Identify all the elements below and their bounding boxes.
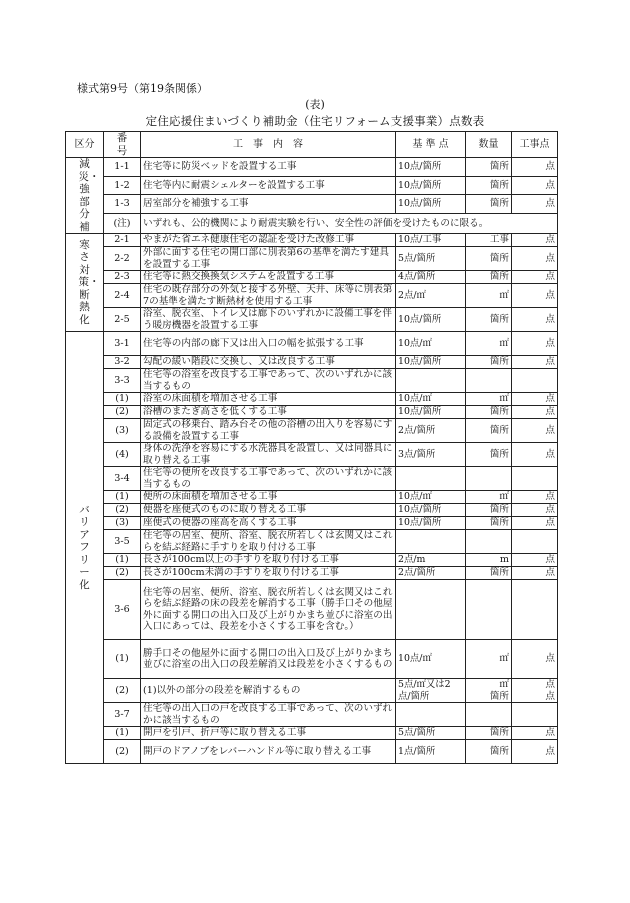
table-row [66,554,558,567]
item-number: (4) [104,443,141,467]
note-text: いずれも、公的機関により耐震実験を行い、安全性の評価を受けたものに限る。 [141,213,558,233]
item-standard: 2点/箇所 [396,419,466,443]
item-description: 住宅等に防災ベッドを設置する工事 [141,158,396,177]
item-description: 勝手口その他屋外に面する開口の出入口及び上がりかまち並びに浴室の出入口の段差解消又は段差を小さくするもの [141,640,396,679]
item-quantity: m [466,554,512,567]
item-cost [512,580,558,640]
table-row [66,393,558,406]
table-row [66,247,558,271]
item-cost: 点 [512,554,558,567]
item-cost: 点 [512,234,558,247]
item-standard [396,369,466,393]
item-description: 住宅等の出入口の戸を改良する工事であって、次のいずれかに該当するもの [141,703,396,727]
item-quantity: ㎡ [466,332,512,356]
item-cost [512,467,558,491]
table-row [66,703,558,727]
item-cost: 点 [512,158,558,177]
item-description: 住宅等内に耐震シェルターを設置する工事 [141,176,396,195]
item-quantity [466,580,512,640]
table-row [66,567,558,580]
item-quantity: ㎡ 箇所 [466,679,512,703]
item-cost [512,369,558,393]
item-description: 居室部分を補強する工事 [141,195,396,214]
item-quantity: ㎡ [466,393,512,406]
table-row [66,504,558,517]
item-quantity: ㎡ [466,284,512,308]
item-cost: 点 [512,727,558,740]
category-cell [66,234,104,332]
item-standard: 10点/㎡ [396,640,466,679]
item-number: 3-2 [104,356,141,369]
item-quantity: 箇所 [466,271,512,284]
item-description: 固定式の移乗台、踏み台その他の浴槽の出入りを容易にする設備を設置する工事 [141,419,396,443]
item-number: (1) [104,640,141,679]
item-number: (1) [104,554,141,567]
item-standard [396,467,466,491]
item-description: 住宅等の内部の廊下又は出入口の幅を拡張する工事 [141,332,396,356]
category-cell [66,158,104,234]
item-cost: 点 [512,271,558,284]
table-row [66,308,558,332]
item-number: 3-6 [104,580,141,640]
category-cell [66,332,104,764]
item-description: 便所の床面積を増加させる工事 [141,491,396,504]
table-row [66,419,558,443]
item-number: (1) [104,727,141,740]
item-cost: 点 [512,356,558,369]
table-row [66,158,558,177]
table-header-row [66,132,558,158]
table-row [66,443,558,467]
header-category: 区分 [66,132,104,158]
item-quantity: 箇所 [466,158,512,177]
item-quantity [466,530,512,554]
item-description: 浴室の床面積を増加させる工事 [141,393,396,406]
item-standard: 3点/箇所 [396,443,466,467]
item-number: 2-4 [104,284,141,308]
item-number: 1-1 [104,158,141,177]
item-number: 1-3 [104,195,141,214]
subtitle: (表) [305,98,325,111]
item-quantity: 箇所 [466,406,512,419]
item-description: 開戸を引戸、折戸等に取り替える工事 [141,727,396,740]
item-number: 1-2 [104,176,141,195]
item-standard [396,530,466,554]
item-standard: 10点/工事 [396,234,466,247]
item-standard: 10点/箇所 [396,517,466,530]
header-cost: 工事点 [512,132,558,158]
item-description: 長さが100cm未満の手すりを取り付ける工事 [141,567,396,580]
item-number: 3-5 [104,530,141,554]
item-number: 2-2 [104,247,141,271]
item-standard: 1点/箇所 [396,740,466,764]
item-quantity [466,467,512,491]
item-number: (3) [104,419,141,443]
item-standard: 10点/箇所 [396,158,466,177]
note-row [66,213,558,233]
table-row [66,406,558,419]
item-cost: 点 [512,517,558,530]
item-quantity: 箇所 [466,504,512,517]
item-description: 住宅等の居室、便所、浴室、脱衣所若しくは玄関又はこれらを結ぶ経路に手すりを取り付ける工事 [141,530,396,554]
item-cost: 点 [512,567,558,580]
header-number: 番号 [104,132,141,158]
item-cost: 点 [512,504,558,517]
item-number: (2) [104,679,141,703]
item-number: 3-7 [104,703,141,727]
item-number: 2-5 [104,308,141,332]
item-description: 住宅等に熱交換換気システムを設置する工事 [141,271,396,284]
item-description: 外部に面する住宅の開口部に別表第6の基準を満たす建具を設置する工事 [141,247,396,271]
table-row [66,517,558,530]
item-standard: 4点/箇所 [396,271,466,284]
item-cost: 点 [512,419,558,443]
table-row [66,271,558,284]
item-standard: 10点/箇所 [396,195,466,214]
item-description: 開戸のドアノブをレバーハンドル等に取り替える工事 [141,740,396,764]
table-row [66,369,558,393]
item-standard: 10点/箇所 [396,406,466,419]
item-cost: 点 [512,740,558,764]
item-description: (1)以外の部分の段差を解消するもの [141,679,396,703]
item-quantity: 箇所 [466,247,512,271]
item-number: (2) [104,406,141,419]
item-cost: 点 [512,393,558,406]
table-row [66,679,558,703]
table-row [66,530,558,554]
item-number: (1) [104,491,141,504]
item-number: 2-1 [104,234,141,247]
item-number: (1) [104,393,141,406]
item-description: やまがた省エネ健康住宅の認証を受けた改修工事 [141,234,396,247]
category-label: 減災・強部分補 [78,158,100,233]
item-standard: 2点/箇所 [396,567,466,580]
item-cost: 点 [512,284,558,308]
item-quantity: 箇所 [466,308,512,332]
item-cost [512,530,558,554]
item-cost: 点 [512,247,558,271]
item-quantity: 工事 [466,234,512,247]
item-standard: 10点/箇所 [396,504,466,517]
item-quantity: 箇所 [466,176,512,195]
table-row [66,640,558,679]
item-standard: 5点/箇所 [396,247,466,271]
item-quantity: 箇所 [466,356,512,369]
item-standard: 2点/m [396,554,466,567]
item-quantity: 箇所 [466,567,512,580]
item-quantity: 箇所 [466,419,512,443]
table-row [66,727,558,740]
item-cost: 点 [512,195,558,214]
item-cost: 点 [512,443,558,467]
table-row [66,195,558,214]
item-standard: 10点/箇所 [396,308,466,332]
item-standard: 10点/㎡ [396,491,466,504]
item-standard: 10点/㎡ [396,393,466,406]
item-description: 住宅等の便所を改良する工事であって、次のいずれかに該当するもの [141,467,396,491]
table-row [66,740,558,764]
item-standard: 5点/箇所 [396,727,466,740]
item-standard: 2点/㎡ [396,284,466,308]
item-number: 3-3 [104,369,141,393]
item-description: 浴槽のまたぎ高さを低くする工事 [141,406,396,419]
table-row [66,234,558,247]
table-row [66,491,558,504]
note-label: (注) [104,213,141,233]
item-description: 住宅の既存部分の外気と接する外壁、天井、床等に別表第7の基準を満たす断熱材を使用する工事 [141,284,396,308]
item-quantity [466,369,512,393]
item-number: (2) [104,504,141,517]
item-description: 勾配の緩い階段に交換し、又は改良する工事 [141,356,396,369]
header-standard: 基 準 点 [396,132,466,158]
table-row [66,176,558,195]
item-quantity: ㎡ [466,640,512,679]
item-quantity: ㎡ [466,491,512,504]
table-row [66,580,558,640]
item-standard [396,703,466,727]
item-quantity: 箇所 [466,740,512,764]
item-description: 座便式の便器の座高を高くする工事 [141,517,396,530]
item-description: 便器を座便式のものに取り替える工事 [141,504,396,517]
item-standard: 5点/㎡又は2点/箇所 [396,679,466,703]
item-cost: 点 [512,406,558,419]
table-row [66,284,558,308]
table-body [66,158,558,764]
item-standard: 10点/箇所 [396,176,466,195]
item-cost: 点 [512,491,558,504]
item-standard: 10点/㎡ [396,332,466,356]
category-label: 寒さ対策・断熱化 [78,238,100,326]
item-number: 3-1 [104,332,141,356]
form-label: 様式第9号（第19条関係） [77,82,208,95]
item-cost: 点 [512,176,558,195]
table-row [66,356,558,369]
item-cost [512,703,558,727]
header-quantity: 数量 [466,132,512,158]
item-description: 住宅等の浴室を改良する工事であって、次のいずれかに該当するもの [141,369,396,393]
category-label: バリアフリー化 [79,503,90,591]
item-description: 住宅等の居室、便所、浴室、脱衣所若しくは玄関又はこれらを結ぶ経路の床の段差を解消する工事（勝手口その他屋外に面する開口の出入口及び上がりかまち並びに浴室の出入口にあっては、段差を小さくする工事を含む。） [141,580,396,640]
item-number: (2) [104,567,141,580]
points-table [65,131,558,764]
table-row [66,332,558,356]
item-quantity [466,703,512,727]
item-cost: 点 [512,308,558,332]
item-quantity: 箇所 [466,443,512,467]
item-quantity: 箇所 [466,517,512,530]
item-cost: 点 [512,332,558,356]
header-work: 工 事 内 容 [141,132,396,158]
page-title: 定住応援住まいづくり補助金（住宅リフォーム支援事業）点数表 [145,114,485,128]
item-standard [396,580,466,640]
item-description: 身体の洗浄を容易にする水洗器具を設置し、又は同器具に取り替える工事 [141,443,396,467]
item-description: 長さが100cm以上の手すりを取り付ける工事 [141,554,396,567]
item-quantity: 箇所 [466,727,512,740]
item-standard: 10点/箇所 [396,356,466,369]
item-number: 2-3 [104,271,141,284]
item-description: 浴室、脱衣室、トイレ又は廊下のいずれかに設備工事を伴う暖房機器を設置する工事 [141,308,396,332]
item-number: (3) [104,517,141,530]
item-number: 3-4 [104,467,141,491]
item-quantity: 箇所 [466,195,512,214]
item-cost: 点 [512,640,558,679]
table-row [66,467,558,491]
item-cost: 点 点 [512,679,558,703]
item-number: (2) [104,740,141,764]
